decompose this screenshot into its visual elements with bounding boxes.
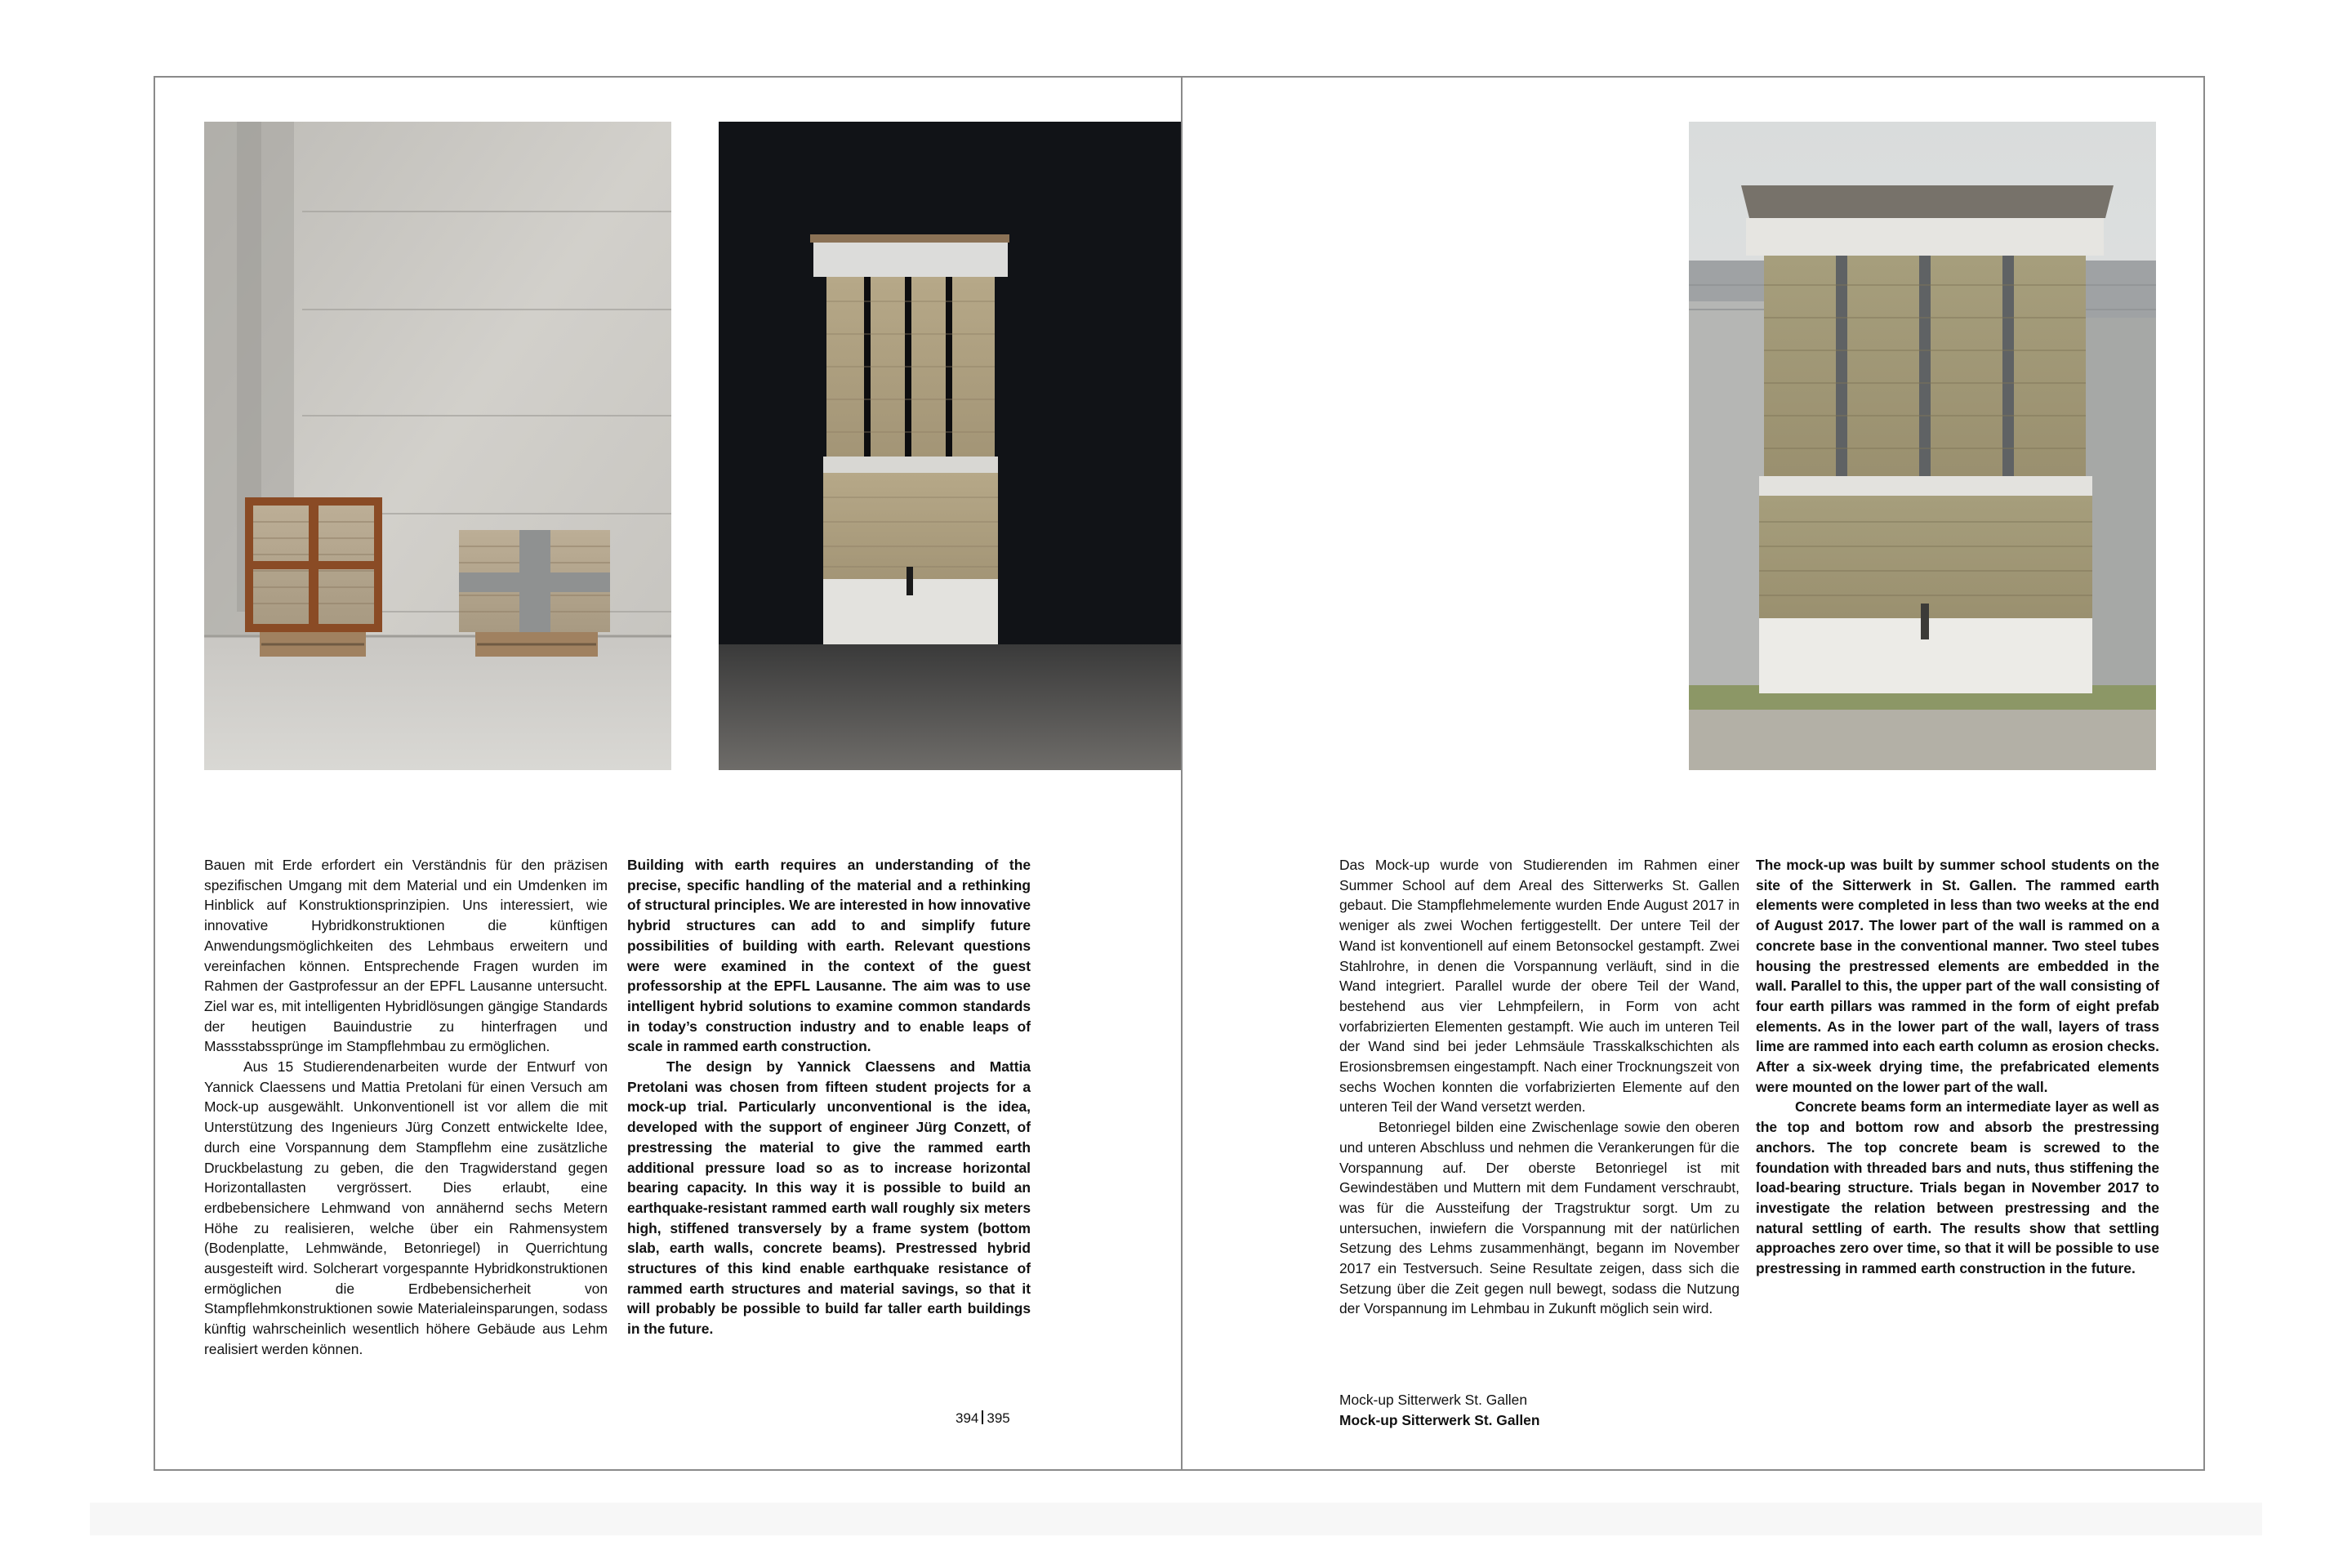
left-en-paragraph-1: Building with earth requires an understanding of the precise, specific handling of the material and a rethinking of structural principles. We are interested in how innovative hybrid structures can add to and simplify future possibilities of building with earth. Relevant questions were were examined in the context of the guest professorship at the EPFL Lausanne. The aim was to use intelligent hybrid solutions to examine common standards in today’s construction industry and to enable leaps of scale in rammed earth construction. <box>627 857 1031 1055</box>
right-de-paragraph-2: Betonriegel bilden eine Zwischenlage sowie den oberen und unteren Abschluss und nehmen die Verankerungen für die Vorspannung auf. Der oberste Betonriegel ist mit Gewindestäben und Muttern mit dem Fundament verschraubt, was für die Aussteifung der Tragstruktur sorgt. Um zu untersuchen, inwiefern die Vorspannung mit der natürlichen Setzung des Lehms zusammenhängt, begann im November 2017 ein Testversuch. Seine Resultate zeigen, dass sich die Setzung über die Zeit gegen null bewegt, sodass die Nutzung der Vorspannung im Lehmbau in Zukunft möglich sein wird. <box>1339 1119 1740 1317</box>
right-german-column <box>1339 855 1740 1319</box>
caption-german: Mock-up Sitterwerk St. Gallen <box>1339 1392 1528 1408</box>
folio-left: 394 <box>956 1410 979 1426</box>
folio-separator <box>982 1410 983 1424</box>
left-english-column <box>627 855 1031 1339</box>
right-en-paragraph-1: The mock-up was built by summer school students on the site of the Sitterwerk in St. Gallen. The rammed earth elements were completed in less than two weeks at the end of August 2017. The lower part of the wall is rammed on a concrete base in the conventional manner. Two steel tubes housing the prestressed elements are embedded in the wall. Parallel to this, the upper part of the wall consisting of four earth pillars was rammed in the form of eight prefab elements. As in the lower part of the wall, layers of trass lime are rammed into each earth column as erosion checks. After a six-week drying time, the prefabricated elements were mounted on the lower part of the wall. <box>1756 857 2159 1095</box>
right-de-paragraph-1: Das Mock-up wurde von Studierenden im Rahmen einer Summer School auf dem Areal des Sitterwerks St. Gallen gebaut. Die Stampflehmelemente wurden Ende August 2017 in weniger als zwei Wochen fertiggestellt. Der untere Teil der Wand ist konventionell auf einem Betonsockel gestampft. Zwei Stahlrohre, in denen die Vorspannung verläuft, sind in die Wand integriert. Parallel wurde der obere Teil der Wand, bestehend aus vier Lehmpfeilern, in Form von acht vorfabrizierten Elementen gestampft. Wie auch im unteren Teil der Wand sind bei jeder Lehmsäule Trasskalkschichten als Erosionsbremsen eingestampft. Nach einer Trocknungszeit von sechs Wochen konnten die vorfabrizierten Elemente auf den unteren Teil der Wand versetzt werden. <box>1339 857 1740 1116</box>
caption-english: Mock-up Sitterwerk St. Gallen <box>1339 1412 1540 1428</box>
left-de-paragraph-2: Aus 15 Studierendenarbeiten wurde der Entwurf von Yannick Claessens und Mattia Pretolani für einen Versuch am Mock-up ausgewählt. Unkonventionell ist vor allem die mit Unterstützung des Ingenieurs Jürg Conzett entwickelte Idee, durch eine Vorspannung dem Stampflehm eine zusätzliche Druckbelastung zu geben, die den Tragwiderstand gegen Horizontallasten vergrössert. Dies erlaubt, eine erdbebensichere Lehmwand von annähernd sechs Metern Höhe zu realisieren, welche über ein Rahmensystem (Bodenplatte, Lehmwände, Betonriegel) in Querrichtung ausgesteift wird. Solcherart vorgespannte Hybridkonstruktionen ermöglichen die Erdbebensicherheit von Stampflehmkonstruktionen sowie Materialeinsparungen, sodass künftig wahrscheinlich wesentlich höhere Gebäude aus Lehm realisiert werden können. <box>204 1058 608 1357</box>
left-german-column <box>204 855 608 1360</box>
photo-earth-blocks <box>204 122 671 770</box>
page-shadow <box>90 1503 2262 1535</box>
left-en-paragraph-2: The design by Yannick Claessens and Mattia Pretolani was chosen from fifteen student projects for a mock-up trial. Particularly unconventional is the idea, developed with the support of engineer Jürg Conzett, of prestressing the material to give the rammed earth additional pressure load so as to increase horizontal bearing capacity. In this way it is possible to build an earthquake-resistant rammed earth wall roughly six meters high, stiffened transversely by a frame system (bottom slab, earth walls, concrete beams). Prestressed hybrid structures of this kind enable earthquake resistance of rammed earth structures and material savings, so that it will probably be possible to build far taller earth buildings in the future. <box>627 1058 1031 1338</box>
right-en-paragraph-2: Concrete beams form an intermediate layer as well as the top and bottom row and absorb the prestressing anchors. The top concrete beam is screwed to the foundation with threaded bars and nuts, thus stiffening the load-bearing structure. Trials began in November 2017 to investigate the relation between prestressing and the natural settling of earth. The results show that settling approaches zero over time, so that it will be possible to use prestressing in rammed earth construction in the future. <box>1756 1098 2159 1277</box>
photo-mockup-night <box>719 122 1181 770</box>
folio-right: 395 <box>987 1410 1010 1426</box>
photo-caption <box>1339 1390 1539 1431</box>
left-de-paragraph-1: Bauen mit Erde erfordert ein Verständnis für den präzisen spezifischen Umgang mit dem Material und ein Umdenken im Hinblick auf Konstruktionsprinzipien. Uns interessiert, wie innovative Hybridkonstruktionen die künftigen Anwendungsmöglichkeiten des Lehmbaus erweitern und vereinfachen können. Entsprechende Fragen wurden im Rahmen der Gastprofessur an der EPFL Lausanne untersucht. Ziel war es, mit intelligenten Hybridlösungen gängige Standards der heutigen Bauindustrie zu hinterfragen und Massstabssprünge im Stampflehmbau zu ermöglichen. <box>204 857 608 1055</box>
photo-mockup-day <box>1689 122 2156 770</box>
page-numbers <box>956 1410 1010 1427</box>
gutter-divider <box>1181 78 1183 1469</box>
book-spread <box>154 76 2205 1471</box>
right-english-column <box>1756 855 2159 1279</box>
